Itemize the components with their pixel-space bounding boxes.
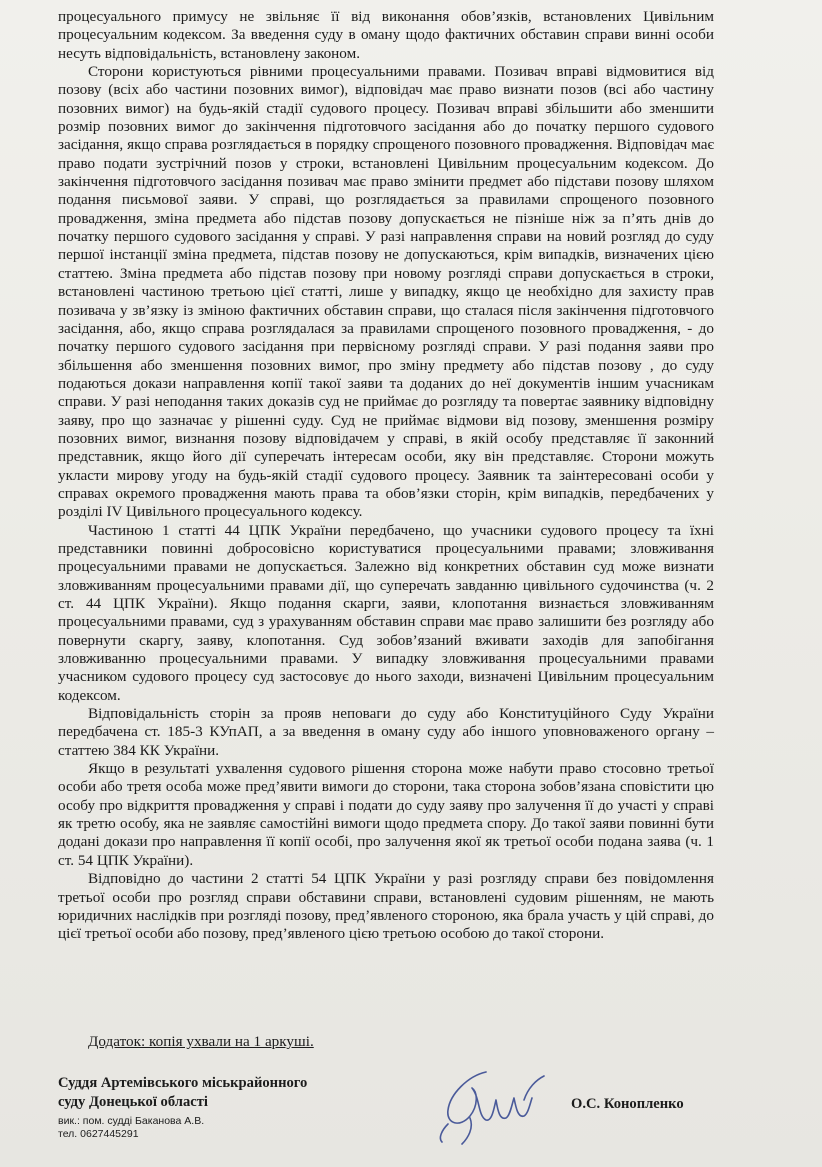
document-body: [58, 8, 714, 944]
paragraph-1: процесуального примусу не звільняє її від виконання обов’язків, встановлених Цивільним процесуальним кодексом. За введення суду в оману щодо фактичних обставин справи винні особи несуть відповідальність, встановлену законом.: [58, 8, 714, 62]
phone-number: тел. 0627445291: [58, 1128, 139, 1140]
paragraph-6: Відповідно до частини 2 статті 54 ЦПК України у разі розгляду справи без повідомлення третьої особи про розгляд справи обставини справи, встановлені судовим рішенням, не мають юридичних наслідків при розгляді позову, пред’явленого стороною, яка брала участь у цій справі, до цієї третьої особи або позову, пред’явленого цією третьою особою до такої сторони.: [58, 870, 714, 943]
paragraph-5: Якщо в результаті ухвалення судового рішення сторона може набути право стосовно третьої особи або третя особа може пред’явити вимоги до сторони, така сторона зобов’язана сповістити цю особу про відкриття провадження у справі і подати до суду заяву про залучення її до участі у справі як третю особу, яка не заявляє самостійні вимоги щодо предмета спору. До такої заяви повинні бути додані докази про направлення її копії особі, про залучення якої як третьої особи подана заява (ч. 1 ст. 54 ЦПК України).: [58, 760, 714, 869]
executor-note: вик.: пом. судді Баканова А.В.: [58, 1115, 205, 1127]
paragraph-4: Відповідальність сторін за прояв неповаги до суду або Конституційного Суду України передбачена ст. 185-3 КУпАП, а за введення в оману суду або іншого уповноваженого органу – статтею 384 КК України.: [58, 705, 714, 759]
paragraph-2: Сторони користуються рівними процесуальними правами. Позивач вправі відмовитися від позову (всіх або частини позовних вимог), відповідач має право визнати позов (всі або частину позовних вимог) на будь-якій стадії судового процесу. Позивач вправі збільшити або зменшити розмір позовних вимог до закінчення підготовчого засідання або до початку першого судового засідання, якщо справа розглядається в порядку спрощеного позовного провадження. Відповідач має право подати зустрічний позов у строки, встановлені Цивільним процесуальним кодексом. До закінчення підготовчого засідання позивач має право змінити предмет або підстави позову шляхом подання письмової заяви. У справі, що розглядається за правилами спрощеного позовного провадження, зміна предмета або підстав позову допускається не пізніше ніж за п’ять днів до початку першого судового засідання у справі. У разі направлення справи на новий розгляд до суду першої інстанції зміна предмета, підстав позову не допускаються, крім випадків, визначених цією статтею. Зміна предмета або підстав позову при новому розгляді справи допускається в строки, встановлені частиною третьою цієї статті, лише у випадку, якщо це необхідно для захисту прав позивача у зв’язку із зміною фактичних обставин справи, що сталася після закінчення підготовчого засідання, або, якщо справа розглядалася за правилами спрощеного позовного провадження, - до початку першого судового засідання при первісному розгляді справи. У разі подання заяви про збільшення або зменшення позовних вимог, про зміну предмету або підстав позову , до суду подаються докази направлення копії такої заяви та доданих до неї документів іншим учасникам справи. У разі неподання таких доказів суд не приймає до розгляду та повертає заявнику відповідну заяву, про що зазначає у рішенні суду. Суд не приймає відмови від позову, зменшення розміру позовних вимог, визнання позову відповідачем у справі, в якій особу представляє її законний представник, якщо його дії суперечать інтересам особи, яку він представляє. Сторони можуть укласти мирову угоду на будь-якій стадії судового процесу. Заявник та заінтересовані особи у справах окремого провадження мають права та обов’язки сторін, крім випадків, передбачених у розділі IV Цивільного процесуального кодексу.: [58, 63, 714, 521]
signature-block: [58, 1074, 738, 1164]
handwritten-signature: [428, 1058, 558, 1148]
paragraph-3: Частиною 1 статті 44 ЦПК України передбачено, що учасники судового процесу та їхні представники повинні добросовісно користуватися процесуальними правами; зловживання процесуальними правами не допускається. Залежно від конкретних обставин суд може визнати зловживанням процесуальними правами дії, що суперечать завданню цивільного судочинства (ч. 2 ст. 44 ЦПК України). Якщо подання скарги, заяви, клопотання визнається зловживанням процесуальними правами, суд з урахуванням обставин справи має право залишити без розгляду або повернути скаргу, заяву, клопотання. Суд зобов’язаний вживати заходів для запобігання зловживанню процесуальними правами. У випадку зловживання процесуальними правами учасником судового процесу суд застосовує до нього заходи, визначені Цивільним процесуальним кодексом.: [58, 521, 714, 704]
judge-title-line2: суду Донецької області: [58, 1094, 208, 1110]
judge-title: [58, 1074, 307, 1112]
appendix-note: Додаток: копія ухвали на 1 аркуші.: [88, 1033, 314, 1050]
judge-name: О.С. Конопленко: [571, 1096, 684, 1112]
judge-title-line1: Суддя Артемівського міськрайонного: [58, 1075, 308, 1091]
